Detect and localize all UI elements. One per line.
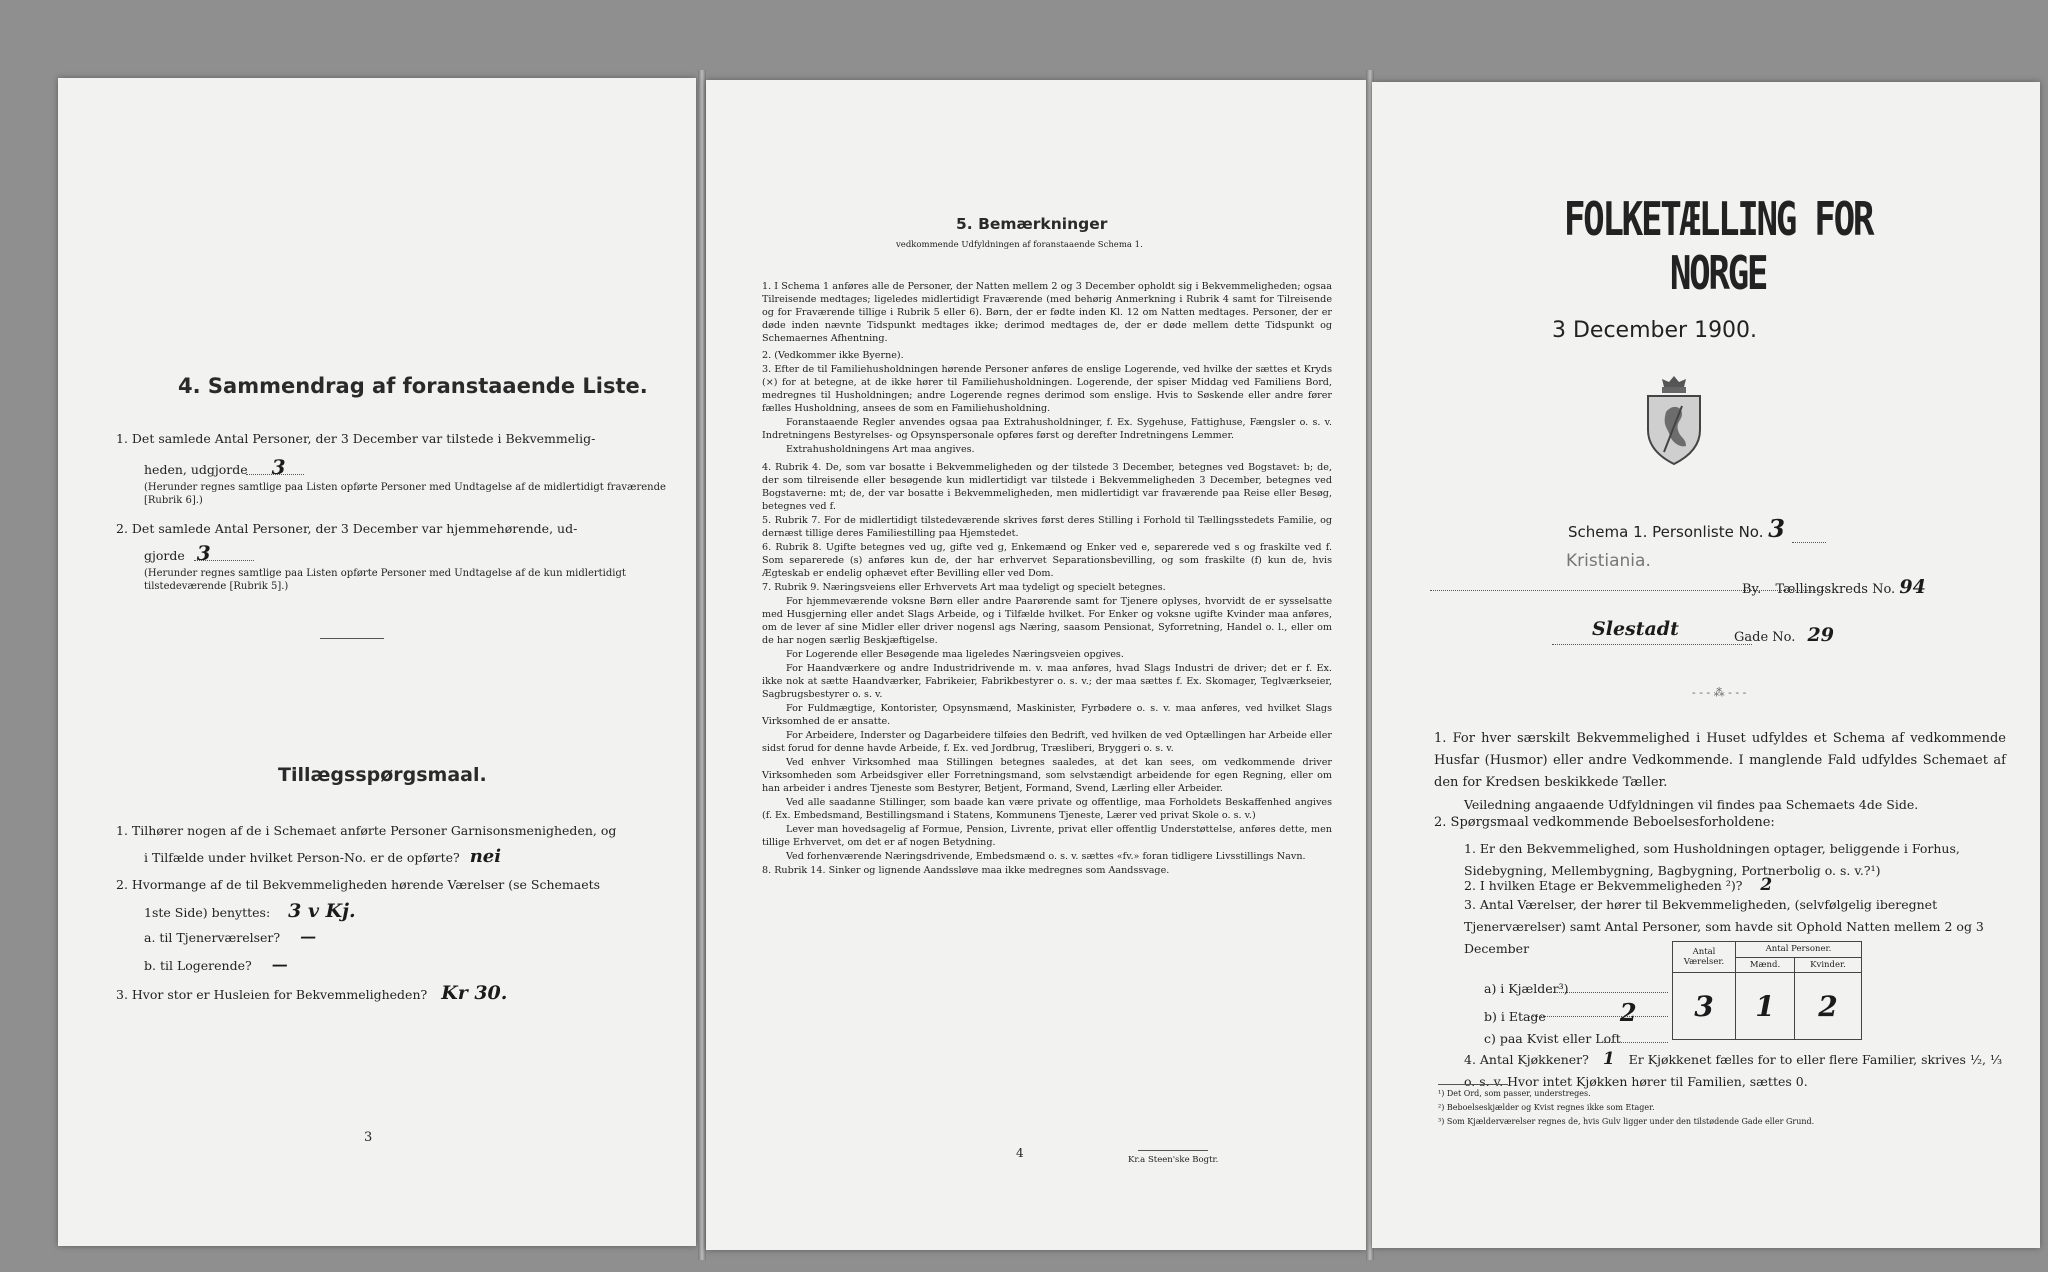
remark-paragraph: 2. (Vedkommer ikke Byerne).	[762, 350, 904, 361]
row-a-line	[1548, 992, 1668, 993]
remark-paragraph: Extrahusholdningens Art maa angives.	[786, 444, 975, 455]
city-name: Kristiania.	[1566, 551, 1651, 571]
question-1-answer-row	[144, 454, 696, 483]
kreds-label: Tællingskreds No.	[1775, 582, 1896, 597]
remark-paragraph: 3. Efter de til Familiehusholdningen hørende Personer anføres de enslige Logerende, ved hvilke der sættes et Kryds (×) for at betegne, at de ikke hører til Familiehusholdningen. Logerende, der spiser Middag ved Familiens Bord, medregnes til Husholdningen; andre Logerende regnes derimod som enslige. Hvis to Søskende eller andre fører fælles Husholdning, ansees de som en Familiehusholdning.	[762, 364, 1332, 414]
section-divider	[320, 638, 384, 639]
question-1-cont: heden, udgjorde	[144, 462, 248, 477]
extra-question-2a-value[interactable]: —	[300, 927, 317, 946]
census-title: FOLKETÆLLING FOR NORGE	[1563, 192, 1873, 300]
gade-label: Gade No.	[1734, 630, 1796, 645]
extra-question-3-value[interactable]: Kr 30.	[441, 982, 508, 1004]
street-value[interactable]: Slestadt	[1592, 618, 1679, 640]
page-fold	[698, 70, 706, 1260]
extra-question-2b-label: b. til Logerende?	[144, 958, 252, 973]
page-left	[58, 78, 696, 1246]
kreds-row	[1742, 576, 1926, 601]
row-c-line	[1604, 1042, 1668, 1043]
extra-question-1	[116, 818, 676, 844]
by-label: By.	[1742, 582, 1762, 597]
row-b-value[interactable]: 2	[1619, 998, 1637, 1027]
remark-paragraph: 4. Rubrik 4. De, som var bosatte i Bekvemmeligheden og der tilstede 3 December, betegnes ved Bogstavet: b; de, der som tilreisende eller besøgende kun midlertidigt var tilstede i Bekvemmeligheden 3 December, betegnes ved Bogstaverne: mt; de, der var bosatte i Bekvemmeligheden, men midlertidigt var fraværende paa Reise eller Besøg, betegnes ved f.	[762, 462, 1332, 512]
extra-questions-title: Tillægsspørgsmaal.	[278, 764, 487, 786]
question-1	[116, 426, 676, 452]
row-b-line	[1528, 1016, 1668, 1017]
extra-question-2a	[144, 924, 696, 951]
footnote-3: ³) Som Kjælderværelser regnes de, hvis Gulv ligger under den tilstødende Gade eller Grund.	[1438, 1117, 1815, 1126]
extra-question-2-text: 2. Hvormange af de til Bekvemmeligheden hørende Værelser (se Schemaets	[116, 877, 601, 892]
footnote-1: ¹) Det Ord, som passer, understreges.	[1438, 1089, 1591, 1098]
remarks-title: 5. Bemærkninger	[956, 215, 1108, 233]
remark-paragraph: Foranstaaende Regler anvendes ogsaa paa Extrahusholdninger, f. Ex. Sygehuse, Fattighuse, Fængsler o. s. v. Indretningens Bestyrelses- og Opsynspersonale opføres først og derefter Indretningens Lemmer.	[762, 417, 1332, 441]
footnote-2: ²) Beboelseskjælder og Kvist regnes ikke som Etager.	[1438, 1103, 1655, 1112]
schema-row	[1568, 514, 1785, 543]
extra-question-2-value[interactable]: 3 v Kj.	[288, 900, 356, 922]
page-number: 3	[364, 1130, 373, 1145]
extra-question-1-text: 1. Tilhører nogen af de i Schemaet anførte Personer Garnisonsmenigheden, og	[116, 823, 617, 838]
census-date: 3 December 1900.	[1552, 318, 1758, 343]
kreds-number[interactable]: 94	[1899, 576, 1926, 598]
row-b	[1484, 998, 1637, 1028]
question-1-value[interactable]: 3	[271, 455, 286, 479]
row-c-label: c) paa Kvist eller Loft	[1484, 1031, 1621, 1046]
men-value: 1	[1755, 989, 1775, 1023]
rooms-value: 3	[1694, 989, 1714, 1023]
rooms-persons-table	[1672, 941, 1862, 1040]
remark-paragraph: For hjemmeværende voksne Børn eller andre Paarørende samt for Tjenere oplyses, hvorvidt de er sysselsatte med Husgjerning eller andet Slags Arbeide, og i Tilfælde hvilket. For Enker og voksne ugifte Kvinder maa anføres, om de lever af sine Midler eller driver nogensl ags Næring, saasom Pensionat, Syforretning, Handel o. l., eller om de har nogen særlig Beskjæftigelse.	[762, 596, 1332, 646]
row-b-label: b) i Etage	[1484, 1009, 1546, 1024]
remark-paragraph: For Logerende eller Besøgende maa ligeledes Næringsveien opgives.	[786, 649, 1124, 660]
housing-question-4-value[interactable]: 1	[1602, 1049, 1615, 1069]
question-2-value-line	[194, 560, 254, 561]
housing-question-1: 1. Er den Bekvemmelighed, som Husholdningen optager, beliggende i Forhus, Sidebygning, Mellembygning, Bagbygning, Portnerbolig o. s. v.?¹)	[1464, 841, 1960, 878]
instruction-1-note: Veiledning angaaende Udfyldningen vil findes paa Schemaets 4de Side.	[1464, 797, 1919, 812]
page-middle	[706, 80, 1366, 1250]
printer-rule	[1138, 1150, 1208, 1151]
question-2-note: (Herunder regnes samtlige paa Listen opførte Personer med Undtagelse af de kun midlertidigt tilstedeværende [Rubrik 5].)	[144, 568, 626, 592]
page-right	[1372, 82, 2040, 1248]
question-1-text: 1. Det samlede Antal Personer, der 3 December var tilstede i Bekvemmelig-	[116, 431, 596, 446]
page-number: 4	[1016, 1146, 1024, 1160]
street-name	[1592, 618, 1679, 640]
gade-row	[1734, 624, 1834, 649]
remark-paragraph: Ved enhver Virksomhed maa Stillingen betegnes saaledes, at det kan sees, om vedkommende driver Virksomheden som Arbeidsgiver eller Forretningsmand, som selvstændigt arbeidende for egen Regning, eller om han arbeider i andres Tjeneste som Bestyrer, Betjent, Formand, Svend, Lærling eller Arbeider.	[762, 757, 1332, 794]
extra-question-2b-value[interactable]: —	[271, 955, 288, 974]
summary-title: 4. Sammendrag af foranstaaende Liste.	[178, 374, 648, 398]
remark-paragraph: For Fuldmægtige, Kontorister, Opsynsmænd, Maskinister, Fyrbødere o. s. v. maa anføres, ved hvilket Slags Virksomhed de er ansatte.	[762, 703, 1332, 727]
col-persons-header: Antal Personer.	[1736, 942, 1862, 958]
schema-number[interactable]: 3	[1768, 514, 1785, 543]
question-1-value-line	[246, 474, 304, 475]
men-cell[interactable]	[1736, 973, 1795, 1040]
remark-paragraph: Lever man hovedsagelig af Formue, Pension, Livrente, privat eller offentlig Understøttelse, anføres dette, men tillige Erhvervet, om det er af nogen Betydning.	[762, 824, 1332, 848]
housing-question-4	[1464, 1048, 2004, 1093]
extra-question-2a-label: a. til Tjenerværelser?	[144, 930, 281, 945]
remarks-body	[762, 280, 1332, 877]
extra-question-2-answer-row	[144, 898, 696, 926]
extra-question-1-answer-row	[144, 844, 696, 871]
question-1-note: (Herunder regnes samtlige paa Listen opførte Personer med Undtagelse af de midlertidigt fraværende [Rubrik 6].)	[144, 482, 666, 506]
housing-question-2-label: 2. I hvilken Etage er Bekvemmeligheden ²)?	[1464, 878, 1743, 893]
question-2-cont: gjorde	[144, 548, 185, 563]
question-2-value[interactable]: 3	[196, 541, 211, 565]
remark-paragraph: For Haandværkere og andre Industridrivende m. v. maa anføres, hvad Slags Industri de driver; det er f. Ex. ikke nok at sætte Haandværker, Fabrikeier, Fabrikbestyrer o. s. v.; der maa sættes f. Ex. Skomager, Teglværkseier, Sagbrugsbestyrer o. s. v.	[762, 663, 1332, 700]
schema-number-line	[1792, 542, 1826, 543]
remark-paragraph: 1. I Schema 1 anføres alle de Personer, der Natten mellem 2 og 3 December opholdt sig i Bekvemmeligheden; ogsaa Tilreisende medtages; ligeledes midlertidigt Fraværende (med behørig Anmerkning i Rubrik 4 samt for Tilreisende og for Fraværende tillige i Rubrik 5 eller 6). Børn, der er fødte inden Kl. 12 om Natten medtages. Personer, der er døde inden nævnte Tidspunkt medtages ikke; derimod medtages de, der er døde mellem dette Tidspunkt og Schemaernes Afhentning.	[762, 281, 1332, 344]
instruction-1: 1. For hver særskilt Bekvemmelighed i Huset udfyldes et Schema af vedkommende Husfar (Husmor) eller andre Vedkommende. I manglende Fald udfyldes Schemaet af den for Kredsen beskikkede Tæller.	[1434, 731, 2006, 790]
question-2	[116, 516, 676, 542]
extra-question-3-label: 3. Hvor stor er Husleien for Bekvemmeligheden?	[116, 987, 428, 1002]
remark-paragraph: Ved alle saadanne Stillinger, som baade kan være private og offentlige, maa Forholdets Beskaffenhed angives (f. Ex. Embedsmand, Bestillingsmand i Statens, Kommunens Tjeneste, Lærer ved privat Skole o. s. v.)	[762, 797, 1332, 821]
women-cell[interactable]	[1795, 973, 1862, 1040]
ornament-divider: - - - ⁂ - - -	[1692, 686, 1747, 699]
gade-number[interactable]: 29	[1807, 624, 1834, 646]
col-men-header: Mænd.	[1736, 957, 1795, 973]
housing-question-4-label: 4. Antal Kjøkkener?	[1464, 1052, 1589, 1067]
remark-paragraph: For Arbeidere, Inderster og Dagarbeidere tilføies den Bedrift, ved hvilken de ved Optællingen har Arbeide eller sidst forud for denne havde Arbeide, f. Ex. ved Jordbrug, Træsliberi, Bryggeri o. s. v.	[762, 730, 1332, 754]
footnote-rule	[1438, 1084, 1508, 1085]
remark-paragraph: 6. Rubrik 8. Ugifte betegnes ved ug, gifte ved g, Enkemænd og Enker ved e, separerede ved s og fraskilte ved f. Som separerede (s) anføres kun de, der har erhvervet Separationsbevilling, og som fraskilte (f) kun de, hvis Ægteskab er endelig ophævet efter Bevilling eller ved Dom.	[762, 542, 1332, 579]
question-2-answer-row	[144, 540, 696, 569]
col-rooms-header: Antal Værelser.	[1673, 942, 1736, 973]
extra-question-2-cont: 1ste Side) benyttes:	[144, 905, 271, 920]
extra-question-2b	[144, 952, 696, 979]
coat-of-arms-icon	[1638, 372, 1710, 468]
remarks-subtitle: vedkommende Udfyldningen af foranstaaende Schema 1.	[896, 240, 1143, 250]
extra-question-1-value[interactable]: nei	[469, 846, 502, 867]
question-2-text: 2. Det samlede Antal Personer, der 3 December var hjemmehørende, ud-	[116, 521, 578, 536]
street-line	[1552, 644, 1752, 645]
housing-question-4-text: Er Kjøkkenet fælles for to eller flere Familier, skrives ½, ⅓ o. s. v. Hvor intet Kjøkken hører til Familien, sættes 0.	[1464, 1052, 2003, 1089]
row-a-label: a) i Kjælder³)	[1484, 981, 1569, 996]
col-women-header: Kvinder.	[1795, 957, 1862, 973]
women-value: 2	[1818, 989, 1838, 1023]
extra-question-3	[116, 980, 676, 1008]
remark-paragraph: 8. Rubrik 14. Sinker og lignende Aandssløve maa ikke medregnes som Aandssvage.	[762, 865, 1170, 876]
housing-question-2-value[interactable]: 2	[1760, 875, 1773, 895]
schema-label: Schema 1. Personliste No.	[1568, 523, 1764, 541]
remark-paragraph: Ved forhenværende Næringsdrivende, Embedsmænd o. s. v. sættes «fv.» foran tidligere Livsstillings Navn.	[786, 851, 1306, 862]
extra-question-1-cont: i Tilfælde under hvilket Person-No. er de opførte?	[144, 850, 460, 865]
printer-mark: Kr.a Steen'ske Bogtr.	[1128, 1155, 1219, 1165]
instruction-2: 2. Spørgsmaal vedkommende Beboelsesforholdene:	[1434, 815, 1775, 830]
housing-question-3: 3. Antal Værelser, der hører til Bekvemmeligheden, (selvfølgelig iberegnet Tjenerværelser) samt Antal Personer, som havde sit Ophold Natten mellem 2 og 3 December	[1464, 897, 1984, 956]
extra-question-2	[116, 872, 676, 898]
remark-paragraph: 5. Rubrik 7. For de midlertidigt tilstedeværende skrives først deres Stilling i Forhold til Tællingsstedets Familie, og dernæst tillige deres Familiestilling paa Hjemstedet.	[762, 515, 1332, 539]
rooms-cell[interactable]	[1673, 973, 1736, 1040]
remark-paragraph: 7. Rubrik 9. Næringsveiens eller Erhvervets Art maa tydeligt og specielt betegnes.	[762, 582, 1166, 593]
